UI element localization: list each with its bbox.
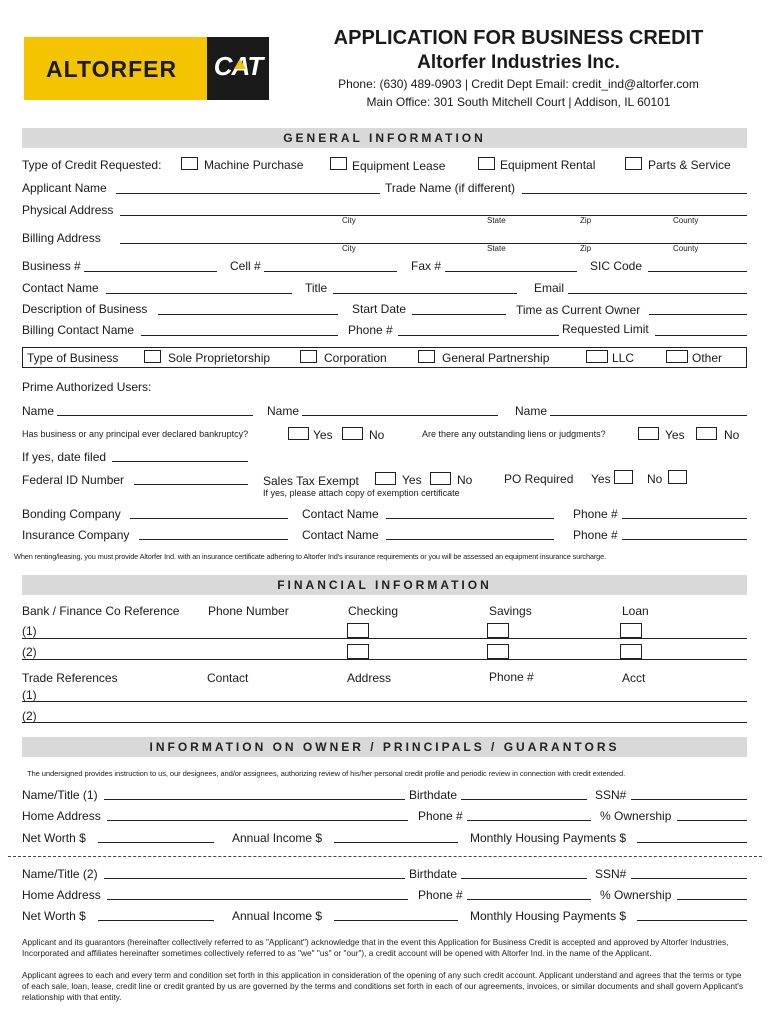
owner-1-name-label: Name/Title (1) (22, 788, 98, 802)
business-phone-label: Business # (22, 259, 81, 273)
bankruptcy-no-checkbox[interactable] (342, 427, 363, 440)
sales-tax-no-checkbox[interactable] (430, 472, 451, 485)
bank-ref-1-savings-checkbox[interactable] (487, 623, 509, 638)
email-label: Email (534, 281, 565, 295)
legal-paragraph-2: Applicant agrees to each and every term and condition set forth in this application in consideration of the opening of any such credit account. Applicant understand and agrees that the terms or type of each sale, loan, lease, credit line or credit granted by us are governed by the terms and conditions set forth in each of our agreements, invoices, or similar documents and shall govern Applicant's relationship with that entity. (22, 970, 744, 1002)
bonding-contact-field[interactable] (386, 518, 554, 519)
time-owner-label: Time as Current Owner (516, 303, 641, 317)
federal-id-label: Federal ID Number (22, 473, 125, 487)
owner-2-net-worth-label: Net Worth $ (22, 909, 86, 923)
parts-service-label: Parts & Service (648, 158, 731, 172)
cat-logo-text: CAT (213, 51, 263, 81)
start-date-field[interactable] (412, 314, 506, 315)
bonding-company-field[interactable] (130, 518, 288, 519)
header-contact: Phone: (630) 489-0903 | Credit Dept Email: credit_ind@altorfer.com (338, 77, 699, 91)
bank-ref-2-label: (2) (22, 645, 37, 659)
trade-ref-2-field[interactable] (22, 722, 747, 723)
owner-1-ssn-field[interactable] (631, 799, 747, 800)
owner-1-ownership-field[interactable] (677, 820, 747, 821)
trade-ref-2-label: (2) (22, 709, 37, 723)
user-name-1-label: Name (22, 404, 55, 418)
owner-1-housing-label: Monthly Housing Payments $ (470, 831, 627, 845)
owner-2-housing-field[interactable] (637, 920, 747, 921)
owner-2-birthdate-label: Birthdate (409, 867, 458, 881)
billing-zip-caption: Zip (580, 244, 592, 253)
po-yes-label: Yes (591, 472, 611, 486)
owner-divider (8, 856, 762, 857)
insurance-note: When renting/leasing, you must provide Altorfer Ind. with an insurance certificate adhering to Altorfer Ind's insurance requirements or you will be assessed an equipment insurance surcharge. (14, 552, 607, 561)
equipment-lease-label: Equipment Lease (352, 159, 446, 173)
physical-zip-caption: Zip (580, 216, 592, 225)
billing-address-field[interactable] (120, 243, 747, 244)
contact-name-label: Contact Name (22, 281, 99, 295)
bankruptcy-no-label: No (369, 428, 385, 442)
federal-id-field[interactable] (134, 484, 248, 485)
owner-2-ownership-label: % Ownership (600, 888, 672, 902)
trade-references-header: Trade References (22, 671, 118, 685)
user-name-3-label: Name (515, 404, 548, 418)
owner-1-net-worth-field[interactable] (98, 842, 214, 843)
bankruptcy-yes-label: Yes (313, 428, 333, 442)
bankruptcy-yes-checkbox[interactable] (288, 427, 309, 440)
physical-city-caption: City (342, 216, 356, 225)
corporation-label: Corporation (324, 351, 387, 365)
legal-paragraph-1: Applicant and its guarantors (hereinafter collectively referred to as "Applicant") acknowledge that in the event this Application for Business Credit is accepted and approved by Altorfer Industries, Incorporated and affiliates hereinafter sometimes collectively referred to as "we" "us" or "our"), a credit account will be opened with Altorfer Ind. in the name of the Applicant. (22, 937, 729, 958)
insurance-phone-field[interactable] (622, 539, 747, 540)
equipment-rental-label: Equipment Rental (500, 158, 596, 172)
cell-phone-field[interactable] (264, 271, 397, 272)
bank-ref-1-checking-checkbox[interactable] (347, 623, 369, 638)
billing-county-caption: County (673, 244, 699, 253)
liens-no-label: No (724, 428, 740, 442)
applicant-name-field[interactable] (116, 193, 380, 194)
trade-acct-header: Acct (622, 671, 646, 685)
date-filed-field[interactable] (112, 461, 248, 462)
owner-1-phone-field[interactable] (467, 820, 591, 821)
trade-name-label: Trade Name (if different) (385, 181, 516, 195)
loan-header: Loan (622, 604, 649, 618)
description-field[interactable] (158, 314, 338, 315)
sales-tax-yes-label: Yes (402, 473, 422, 487)
savings-header: Savings (489, 604, 532, 618)
bonding-phone-label: Phone # (573, 507, 618, 521)
liens-yes-label: Yes (665, 428, 685, 442)
sales-tax-yes-checkbox[interactable] (375, 472, 396, 485)
liens-yes-checkbox[interactable] (638, 427, 659, 440)
bonding-phone-field[interactable] (622, 518, 747, 519)
business-type-label: Type of Business (27, 351, 119, 365)
logo (24, 37, 269, 100)
sales-tax-no-label: No (457, 473, 473, 487)
corporation-checkbox[interactable] (300, 350, 317, 363)
owner-2-name-label: Name/Title (2) (22, 867, 98, 881)
time-owner-field[interactable] (649, 314, 747, 315)
owner-2-housing-label: Monthly Housing Payments $ (470, 909, 627, 923)
billing-contact-label: Billing Contact Name (22, 323, 135, 337)
contact-name-field[interactable] (106, 293, 292, 294)
cell-phone-label: Cell # (230, 259, 261, 273)
owner-2-ownership-field[interactable] (677, 899, 747, 900)
billing-contact-field[interactable] (141, 335, 338, 336)
trade-ref-1-label: (1) (22, 688, 37, 702)
title-field[interactable] (333, 293, 517, 294)
po-no-label: No (647, 472, 663, 486)
other-checkbox[interactable] (666, 350, 688, 363)
equipment-rental-checkbox[interactable] (478, 157, 495, 170)
billing-address-label: Billing Address (22, 231, 101, 245)
po-yes-checkbox[interactable] (614, 470, 633, 484)
trade-phone-header: Phone # (489, 670, 534, 684)
sole-proprietorship-label: Sole Proprietorship (168, 351, 271, 365)
applicant-name-label: Applicant Name (22, 181, 107, 195)
liens-question: Are there any outstanding liens or judgments? (422, 429, 606, 439)
equipment-lease-checkbox[interactable] (330, 157, 347, 170)
liens-no-checkbox[interactable] (696, 427, 717, 440)
owner-1-net-worth-label: Net Worth $ (22, 831, 86, 845)
header-address: Main Office: 301 South Mitchell Court | Addison, IL 60101 (366, 95, 671, 109)
fax-field[interactable] (445, 271, 577, 272)
owner-2-ssn-label: SSN# (595, 867, 627, 881)
owner-2-name-field[interactable] (104, 878, 405, 879)
owner-2-ssn-field[interactable] (631, 878, 747, 879)
owner-2-annual-income-field[interactable] (334, 920, 458, 921)
requested-limit-label: Requested Limit (562, 322, 649, 336)
date-filed-label: If yes, date filed (22, 450, 107, 464)
billing-phone-field[interactable] (398, 335, 559, 336)
owner-1-housing-field[interactable] (637, 842, 747, 843)
llc-label: LLC (612, 351, 635, 365)
credit-type-label: Type of Credit Requested: (22, 158, 162, 172)
sic-code-field[interactable] (648, 271, 747, 272)
owner-2-home-address-label: Home Address (22, 888, 101, 902)
owner-1-ssn-label: SSN# (595, 788, 627, 802)
bank-ref-1-loan-checkbox[interactable] (620, 623, 642, 638)
machine-purchase-checkbox[interactable] (181, 157, 198, 170)
owner-1-ownership-label: % Ownership (600, 809, 672, 823)
insurance-contact-field[interactable] (386, 539, 554, 540)
insurance-company-label: Insurance Company (22, 528, 130, 542)
physical-county-caption: County (673, 216, 699, 225)
physical-state-caption: State (487, 216, 506, 225)
owner-1-birthdate-label: Birthdate (409, 788, 458, 802)
bank-phone-header: Phone Number (208, 604, 289, 618)
owners-heading: INFORMATION ON OWNER / PRINCIPALS / GUARANTORS (22, 737, 747, 757)
bonding-company-label: Bonding Company (22, 507, 121, 521)
billing-city-caption: City (342, 244, 356, 253)
page-title: APPLICATION FOR BUSINESS CREDIT (333, 27, 704, 49)
owner-2-phone-field[interactable] (467, 899, 591, 900)
trade-name-field[interactable] (522, 193, 747, 194)
checking-header: Checking (348, 604, 399, 618)
user-name-1-field[interactable] (57, 415, 253, 416)
physical-address-field[interactable] (120, 215, 747, 216)
owner-1-annual-income-field[interactable] (334, 842, 458, 843)
user-name-3-field[interactable] (550, 415, 747, 416)
cat-triangle-icon (234, 59, 246, 69)
logo-wordmark: ALTORFER (46, 56, 178, 82)
company-name: Altorfer Industries Inc. (417, 52, 620, 73)
trade-ref-1-field[interactable] (22, 701, 747, 702)
bank-ref-2-savings-checkbox[interactable] (487, 644, 509, 659)
owner-2-annual-income-label: Annual Income $ (232, 909, 323, 923)
description-label: Description of Business (22, 302, 148, 316)
bankruptcy-question: Has business or any principal ever declared bankruptcy? (22, 429, 249, 439)
insurance-phone-label: Phone # (573, 528, 618, 542)
bank-ref-1-field[interactable] (22, 638, 747, 639)
bank-ref-2-field[interactable] (22, 659, 747, 660)
trade-address-header: Address (347, 671, 392, 685)
owner-1-annual-income-label: Annual Income $ (232, 831, 323, 845)
user-name-2-label: Name (267, 404, 300, 418)
owner-1-phone-label: Phone # (418, 809, 463, 823)
general-partnership-checkbox[interactable] (418, 350, 435, 363)
owner-2-birthdate-field[interactable] (461, 878, 587, 879)
billing-phone-label: Phone # (348, 323, 393, 337)
sic-code-label: SIC Code (590, 259, 643, 273)
owner-1-home-address-label: Home Address (22, 809, 101, 823)
owner-1-name-field[interactable] (104, 799, 405, 800)
physical-address-label: Physical Address (22, 203, 114, 217)
sole-proprietorship-checkbox[interactable] (144, 350, 161, 363)
owner-2-home-address-field[interactable] (107, 899, 408, 900)
owner-1-home-address-field[interactable] (107, 820, 408, 821)
billing-state-caption: State (487, 244, 506, 253)
user-name-2-field[interactable] (302, 415, 498, 416)
po-no-checkbox[interactable] (668, 470, 687, 484)
other-label: Other (692, 351, 723, 365)
general-information-heading: GENERAL INFORMATION (22, 128, 747, 148)
email-field[interactable] (568, 293, 747, 294)
owner-2-phone-label: Phone # (418, 888, 463, 902)
sales-tax-label: Sales Tax Exempt (263, 474, 359, 488)
requested-limit-field[interactable] (655, 335, 747, 336)
insurance-contact-label: Contact Name (302, 528, 379, 542)
parts-service-checkbox[interactable] (625, 157, 642, 170)
exemption-note: If yes, please attach copy of exemption certificate (263, 488, 460, 498)
fax-label: Fax # (411, 259, 442, 273)
owner-1-birthdate-field[interactable] (461, 799, 587, 800)
bonding-contact-label: Contact Name (302, 507, 379, 521)
insurance-company-field[interactable] (139, 539, 288, 540)
bank-ref-2-checking-checkbox[interactable] (347, 644, 369, 659)
prime-users-label: Prime Authorized Users: (22, 380, 152, 394)
llc-checkbox[interactable] (586, 350, 608, 363)
title-label: Title (305, 281, 328, 295)
machine-purchase-label: Machine Purchase (204, 158, 304, 172)
owners-intro: The undersigned provides instruction to us, our designees, and/or assignees, authorizing review of his/her personal credit profile and periodic review in connection with credit extended. (27, 769, 626, 778)
bank-reference-header: Bank / Finance Co Reference (22, 604, 180, 618)
bank-ref-2-loan-checkbox[interactable] (620, 644, 642, 659)
start-date-label: Start Date (352, 302, 407, 316)
general-partnership-label: General Partnership (442, 351, 550, 365)
owner-2-net-worth-field[interactable] (98, 920, 214, 921)
po-required-label: PO Required (504, 472, 574, 486)
bank-ref-1-label: (1) (22, 624, 37, 638)
business-phone-field[interactable] (84, 271, 217, 272)
financial-information-heading: FINANCIAL INFORMATION (22, 575, 747, 595)
trade-contact-header: Contact (207, 671, 249, 685)
